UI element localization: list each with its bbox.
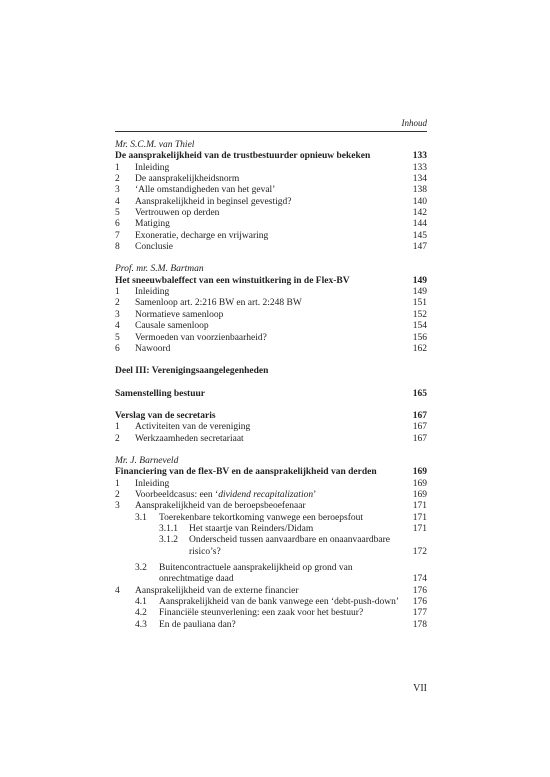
toc-entry-number: 4 [115,321,120,332]
toc-entry [115,197,427,208]
toc-entry-title: Inleiding [135,287,170,298]
toc-entry-number: 2 [115,298,120,309]
toc-entry-title: Matiging [135,219,170,230]
toc-entry [115,333,427,344]
toc-entry-title: Werkzaamheden secretariaat [135,433,244,444]
section5-title-row [115,467,427,478]
toc-subentry: 4.2 Financiële steunverlening: een zaak voor het bestuur? 177 [135,608,427,619]
section5-title: Financiering van de flex-BV en de aansprakelijkheid van derden [115,467,377,478]
header-rule [115,131,427,132]
toc-entry-number: 6 [115,343,120,354]
toc-entry-page: 167 [412,433,427,444]
toc-entry-number: 7 [115,230,120,241]
toc-entry-number: 5 [115,208,120,219]
toc-subentry: 3.1 Toerekenbare tekortkoming vanwege een beroepsfout 171 [135,512,427,523]
toc-entry-page: 162 [412,343,427,354]
toc-entry [115,298,427,309]
toc-entry [115,434,427,445]
toc-subentry: 4.3 En de pauliana dan? 178 [135,619,427,630]
toc-entry-title: ‘Alle omstandigheden van het geval’ [135,185,276,196]
toc-entry-page: 149 [412,287,427,298]
toc-entry-number: 3 [115,309,120,320]
running-head: Inhoud [401,118,427,128]
section4-items [115,422,427,445]
toc-entry [115,185,427,196]
toc-entry-page: 156 [412,332,427,343]
section1-title-row [115,151,427,162]
toc-entry-title: Samenloop art. 2:216 BW en art. 2:248 BW [135,298,302,309]
toc-entry-number: 6 [115,219,120,230]
toc-entry-page: 134 [412,174,427,185]
toc-entry-page: 147 [412,242,427,253]
section2-title-row [115,276,427,287]
section3-title-row [115,389,427,400]
toc-entry [115,174,427,185]
toc-entry: 1 Inleiding 169 [115,478,427,489]
section4-page: 167 [412,410,427,421]
toc-entry [115,163,427,174]
section2-author: Prof. mr. S.M. Bartman [115,264,204,275]
toc-entry [115,231,427,242]
toc-entry [115,310,427,321]
toc-subentry: 4.1 Aansprakelijkheid van de bank vanwege een ‘debt-push-down’ 176 [135,597,427,608]
section1-page: 133 [412,151,427,162]
toc-entry-title: Causale samenloop [135,321,209,332]
toc-subsubentry-cont: risico’s? 172 [189,546,427,557]
part3-heading: Deel III: Verenigingsaangelegenheden [115,366,269,377]
toc-entry-page: 152 [412,309,427,320]
toc-entry [115,287,427,298]
toc-entry-page: 133 [412,162,427,173]
toc-entry: 2 Voorbeeldcasus: een ‘dividend recapitalization’ 169 [115,489,427,500]
section1-author: Mr. S.C.M. van Thiel [115,140,195,150]
toc-entry: 4 Aansprakelijkheid van de externe financier 176 [115,585,427,596]
toc-subentry-cont: onrechtmatige daad 174 [159,574,427,585]
section5-page: 169 [412,467,427,478]
toc-entry-page: 151 [412,298,427,309]
toc-entry-title: Normatieve samenloop [135,309,224,320]
folio-page-number: VII [413,683,427,694]
section2-title: Het sneeuwbaleffect van een winstuitkering in de Flex-BV [115,275,350,286]
toc-subsubentry: 3.1.2 Onderscheid tussen aanvaardbare en onaanvaardbare [159,535,390,546]
section1-title: De aansprakelijkheid van de trustbestuurder opnieuw bekeken [115,151,371,162]
toc-entry [115,208,427,219]
toc-entry-page: 144 [412,219,427,230]
toc-entry-title: Nawoord [135,343,171,354]
toc-subsubentry: 3.1.1 Het staartje van Reinders/Didam 171 [159,523,427,534]
toc-entry-title: Vertrouwen op derden [135,208,220,219]
toc-subentry: 3.2 Buitencontractuele aansprakelijkheid op grond van [135,563,353,573]
toc-entry-title: Aansprakelijkheid in beginsel gevestigd? [135,196,292,207]
toc-entry-number: 5 [115,332,120,343]
toc-entry-title: Exoneratie, decharge en vrijwaring [135,230,269,241]
toc-entry-number: 3 [115,185,120,196]
toc-entry-page: 145 [412,230,427,241]
toc-entry-number: 2 [115,433,120,444]
section4-title-row [115,411,427,422]
toc-entry-title: Inleiding [135,162,170,173]
section2-items [115,287,427,355]
toc-entry [115,422,427,433]
toc-entry-number: 1 [115,287,120,298]
section5-author: Mr. J. Barneveld [115,455,179,466]
section4-title: Verslag van de secretaris [115,410,216,421]
toc-entry-title: Vermoeden van voorzienbaarheid? [135,332,267,343]
toc-entry [115,321,427,332]
toc-entry-page: 154 [412,321,427,332]
toc-entry-number: 4 [115,196,120,207]
table-of-contents [115,140,427,631]
section3-title: Samenstelling bestuur [115,388,205,399]
toc-entry-number: 1 [115,162,120,173]
toc-entry: 3 Aansprakelijkheid van de beroepsbeoefenaar 171 [115,501,427,512]
toc-entry-number: 8 [115,242,120,253]
toc-entry-number: 1 [115,422,120,433]
toc-entry-page: 142 [412,208,427,219]
toc-entry [115,242,427,253]
toc-entry-title: De aansprakelijkheidsnorm [135,174,240,185]
section1-items [115,163,427,254]
toc-entry [115,219,427,230]
toc-entry-page: 167 [412,422,427,433]
toc-entry-number: 2 [115,174,120,185]
section2-page: 149 [412,275,427,286]
toc-entry [115,344,427,355]
toc-entry-title: Activiteiten van de vereniging [135,422,251,433]
toc-entry-page: 140 [412,196,427,207]
toc-entry-page: 138 [412,185,427,196]
toc-entry-title: Conclusie [135,242,173,253]
section3-page: 165 [412,388,427,399]
